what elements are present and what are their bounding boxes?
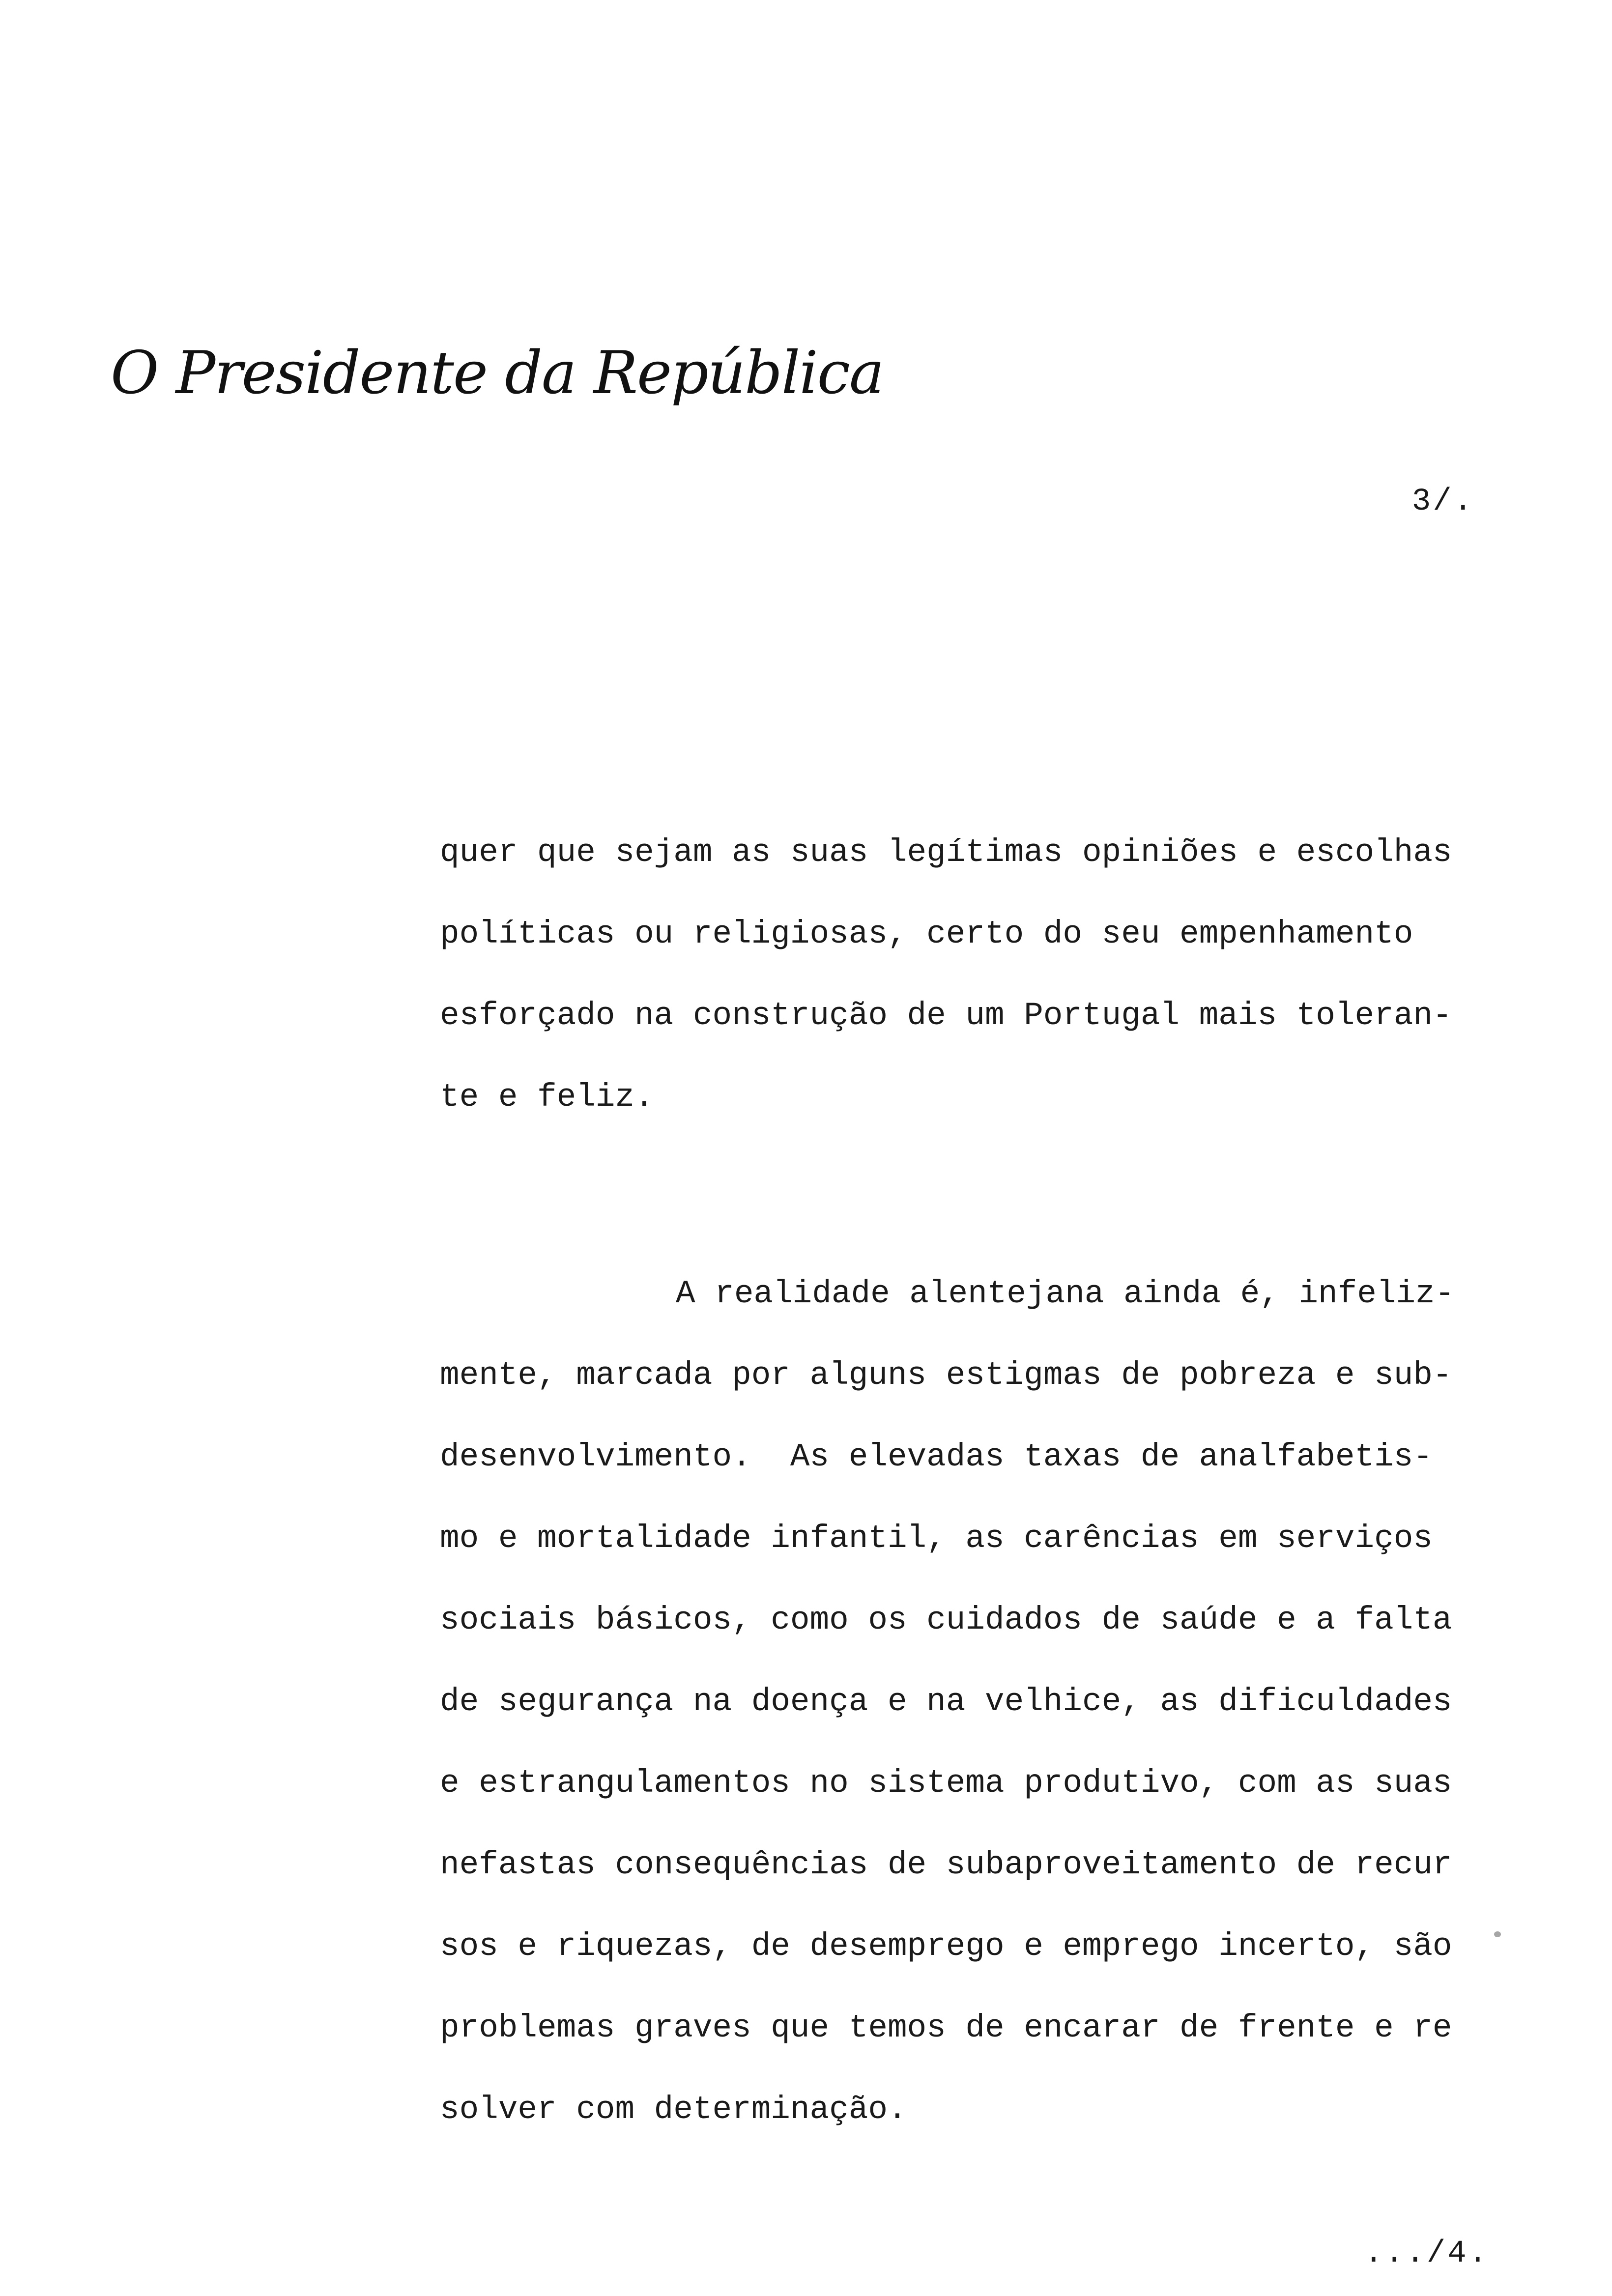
text-line: sociais básicos, como os cuidados de saúde e a falta [440,1602,1452,1638]
text-line: nefastas consequências de subaproveitamento de recur [440,1846,1452,1883]
text-line: te e feliz. [440,1079,654,1116]
paragraph-1 [440,812,1477,1138]
paper-speck [1494,1931,1501,1937]
text-line: políticas ou religiosas, certo do seu empenhamento [440,916,1413,952]
text-line: problemas graves que temos de encarar de frente e re [440,2009,1452,2046]
text-line: e estrangulamentos no sistema produtivo, com as suas [440,1765,1452,1802]
letterhead-title: O Presidente da República [111,339,884,407]
text-line: esforçado na construção de um Portugal mais toleran- [440,997,1452,1034]
paragraph-2 [440,1253,1477,2151]
text-line: de segurança na doença e na velhice, as dificuldades [440,1683,1452,1720]
text-line: mo e mortalidade infantil, as carências em serviços [440,1520,1433,1557]
text-line: mente, marcada por alguns estigmas de pobreza e sub- [440,1357,1452,1394]
text-line: A realidade alentejana ainda é, infeliz- [676,1275,1455,1312]
text-line: quer que sejam as suas legítimas opiniões e escolhas [440,834,1452,871]
continuation-marker: .../4. [1364,2236,1489,2271]
page-number: 3/. [1411,484,1474,519]
text-line: sos e riquezas, de desemprego e emprego incerto, são [440,1928,1452,1965]
text-line: solver com determinação. [440,2091,907,2128]
text-line: desenvolvimento. As elevadas taxas de analfabetis- [440,1438,1433,1475]
